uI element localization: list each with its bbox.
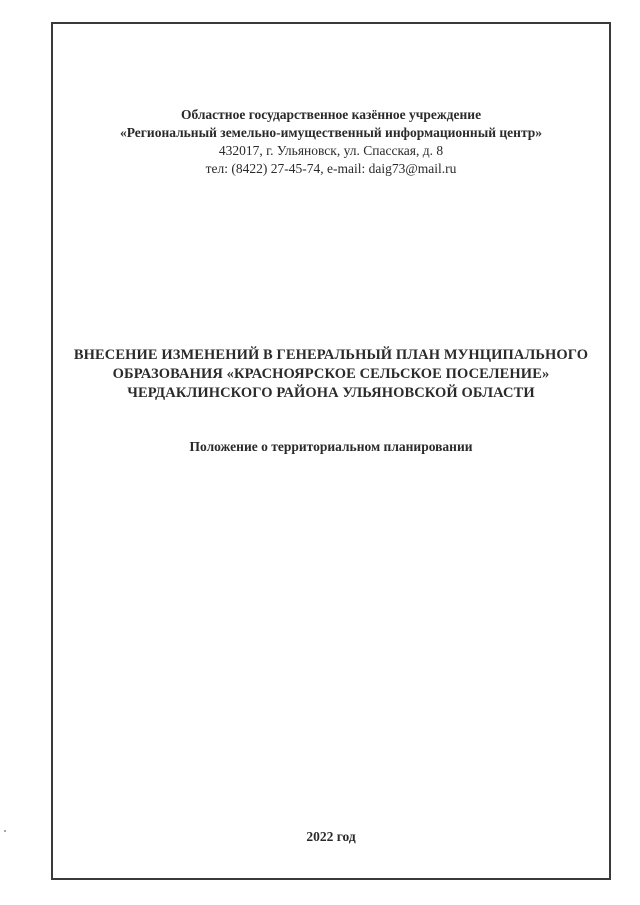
document-title [53,346,609,403]
page-border-frame [51,22,611,880]
document-title-line2: ОБРАЗОВАНИЯ «КРАСНОЯРСКОЕ СЕЛЬСКОЕ ПОСЕЛЕНИЕ» [112,366,550,382]
org-contacts: тел: (8422) 27-45-74, e-mail: daig73@mail.ru [205,161,457,176]
org-name-line1: Областное государственное казённое учреждение [180,107,482,122]
organization-header [53,106,609,178]
org-name-line2: «Региональный земельно-имущественный информационный центр» [119,125,543,140]
document-year: 2022 год [306,829,356,844]
scan-speck [4,830,6,832]
document-subtitle: Положение о территориальном планировании [189,439,473,454]
org-address: 432017, г. Ульяновск, ул. Спасская, д. 8 [218,143,444,158]
document-title-line3: ЧЕРДАКЛИНСКОГО РАЙОНА УЛЬЯНОВСКОЙ ОБЛАСТИ [127,385,535,401]
document-title-line1: ВНЕСЕНИЕ ИЗМЕНЕНИЙ В ГЕНЕРАЛЬНЫЙ ПЛАН МУНЦИПАЛЬНОГО [73,347,589,363]
